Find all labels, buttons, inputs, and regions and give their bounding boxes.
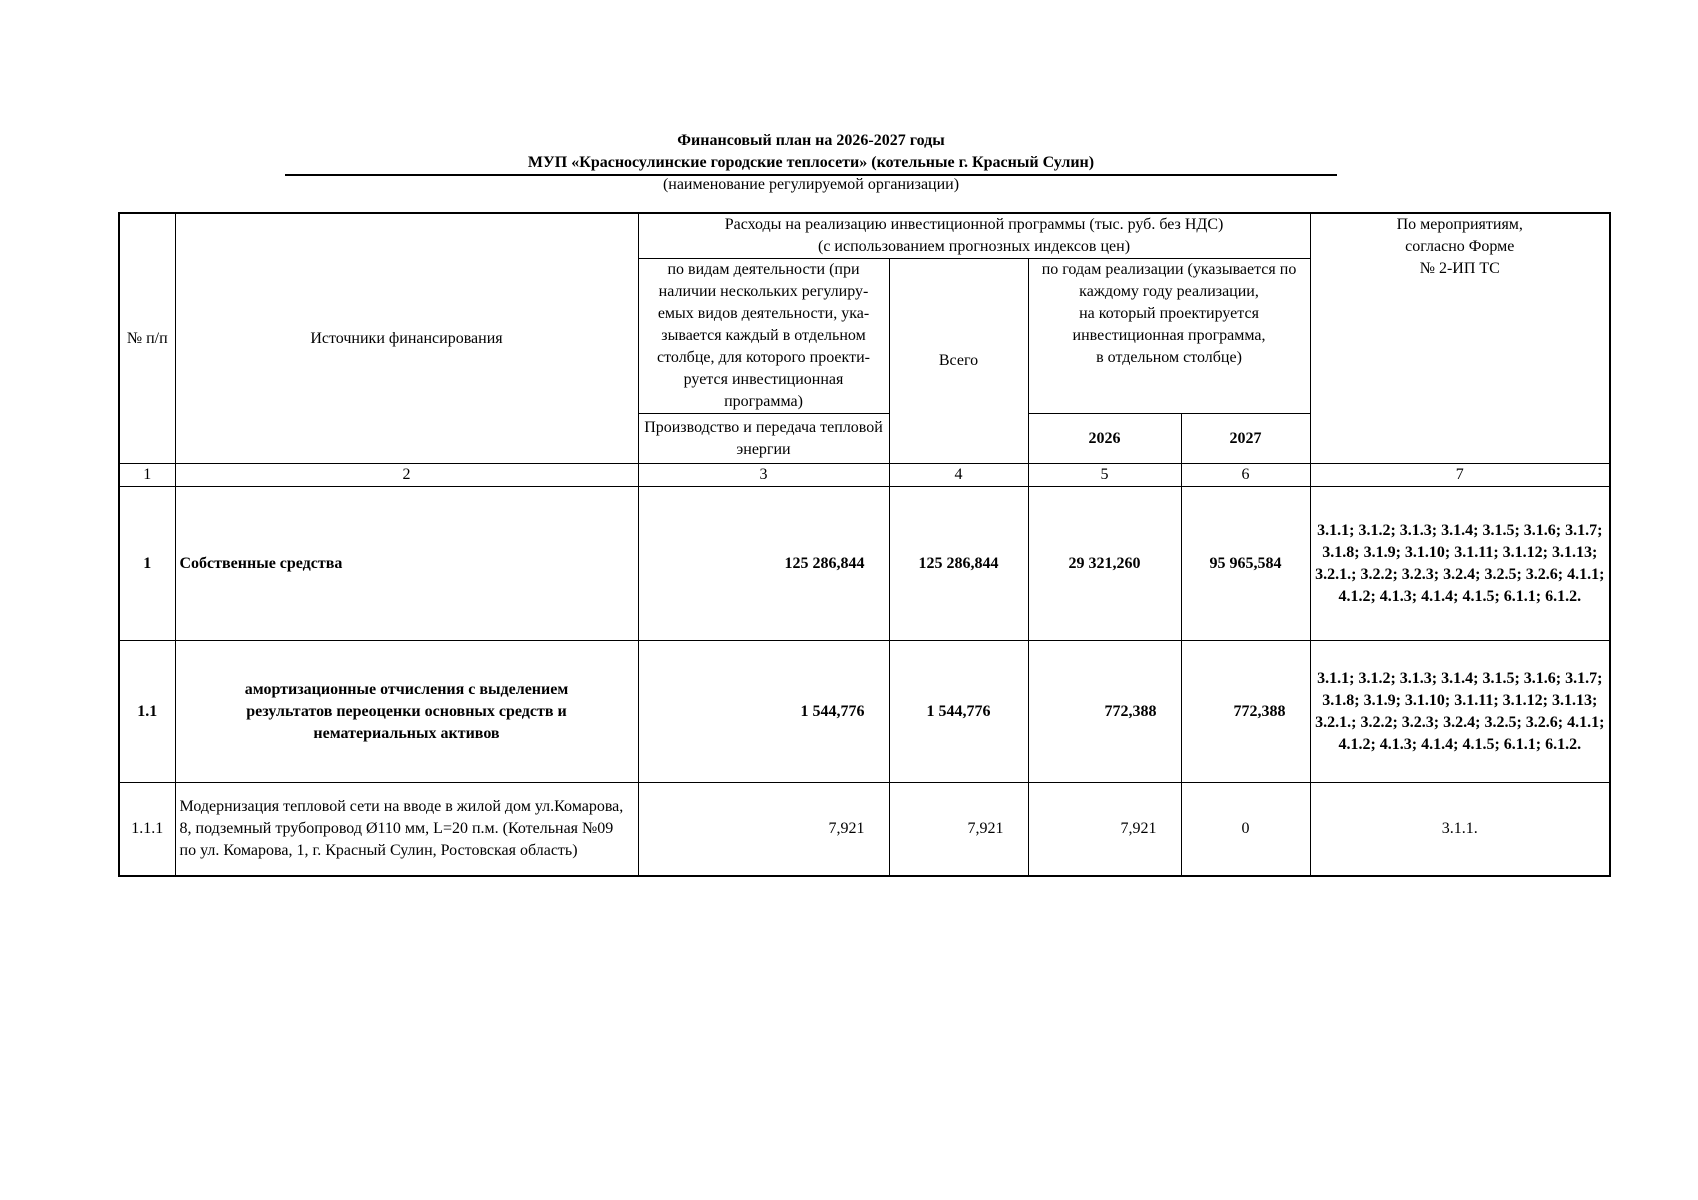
column-number: 4	[889, 464, 1028, 487]
header-sources: Источники финансирования	[175, 213, 638, 464]
row-activity-value: 1 544,776	[638, 641, 889, 783]
column-number: 7	[1310, 464, 1610, 487]
row-num: 1.1	[119, 641, 175, 783]
row-2026-value: 29 321,260	[1028, 487, 1181, 641]
financial-plan-table	[118, 212, 1611, 877]
header-by-years: по годам реализации (указывается по каждому году реализации, на который проектируется инвестиционная программа, в отдельном столбце)	[1028, 259, 1310, 414]
row-source: амортизационные отчисления с выделением результатов переоценки основных средств и нематериальных активов	[175, 641, 638, 783]
header-measures: По мероприятиям, согласно Форме № 2-ИП ТС	[1310, 213, 1610, 464]
header-year-2027: 2027	[1181, 414, 1310, 464]
document-title: Финансовый план на 2026-2027 годы	[677, 132, 945, 149]
column-number: 2	[175, 464, 638, 487]
row-2027-value: 95 965,584	[1181, 487, 1310, 641]
row-total-value: 125 286,844	[889, 487, 1028, 641]
header-num: № п/п	[119, 213, 175, 464]
row-source: Модернизация тепловой сети на вводе в жилой дом ул.Комарова, 8, подземный трубопровод Ø110 мм, L=20 п.м. (Котельная №09 по ул. Комарова, 1, г. Красный Сулин, Ростовская область)	[175, 783, 638, 876]
row-measures: 3.1.1; 3.1.2; 3.1.3; 3.1.4; 3.1.5; 3.1.6; 3.1.7; 3.1.8; 3.1.9; 3.1.10; 3.1.11; 3.1.12; 3.1.13; 3.2.1.; 3.2.2; 3.2.3; 3.2.4; 3.2.5; 3.2.6; 4.1.1; 4.1.2; 4.1.3; 4.1.4; 4.1.5; 6.1.1; 6.1.2.	[1310, 641, 1610, 783]
table-row	[119, 641, 1610, 783]
row-2026-value: 772,388	[1028, 641, 1181, 783]
row-measures: 3.1.1; 3.1.2; 3.1.3; 3.1.4; 3.1.5; 3.1.6; 3.1.7; 3.1.8; 3.1.9; 3.1.10; 3.1.11; 3.1.12; 3.1.13; 3.2.1.; 3.2.2; 3.2.3; 3.2.4; 3.2.5; 3.2.6; 4.1.1; 4.1.2; 4.1.3; 4.1.4; 4.1.5; 6.1.1; 6.1.2.	[1310, 487, 1610, 641]
column-number: 6	[1181, 464, 1310, 487]
row-measures: 3.1.1.	[1310, 783, 1610, 876]
column-number: 3	[638, 464, 889, 487]
row-2026-value: 7,921	[1028, 783, 1181, 876]
row-source: Собственные средства	[175, 487, 638, 641]
header-year-2026: 2026	[1028, 414, 1181, 464]
row-num: 1	[119, 487, 175, 641]
header-activity-name: Производство и передача тепловой энергии	[638, 414, 889, 464]
organization-name: МУП «Красносулинские городские теплосети» (котельные г. Красный Сулин)	[527, 154, 1095, 171]
table-row	[119, 783, 1610, 876]
table-row	[119, 487, 1610, 641]
row-total-value: 1 544,776	[889, 641, 1028, 783]
header-total: Всего	[889, 259, 1028, 464]
header-by-activity: по видам деятельности (при наличии нескольких регулиру-емых видов деятельности, ука-зывается каждый в отдельном столбце, для которого проекти-руется инвестиционная программа)	[638, 259, 889, 414]
row-num: 1.1.1	[119, 783, 175, 876]
header-expenses: Расходы на реализацию инвестиционной программы (тыс. руб. без НДС) (с использованием прогнозных индексов цен)	[638, 213, 1310, 259]
row-activity-value: 7,921	[638, 783, 889, 876]
column-number: 5	[1028, 464, 1181, 487]
row-2027-value: 772,388	[1181, 641, 1310, 783]
column-number: 1	[119, 464, 175, 487]
row-activity-value: 125 286,844	[638, 487, 889, 641]
row-2027-value: 0	[1181, 783, 1310, 876]
organization-caption: (наименование регулируемой организации)	[662, 176, 960, 193]
row-total-value: 7,921	[889, 783, 1028, 876]
